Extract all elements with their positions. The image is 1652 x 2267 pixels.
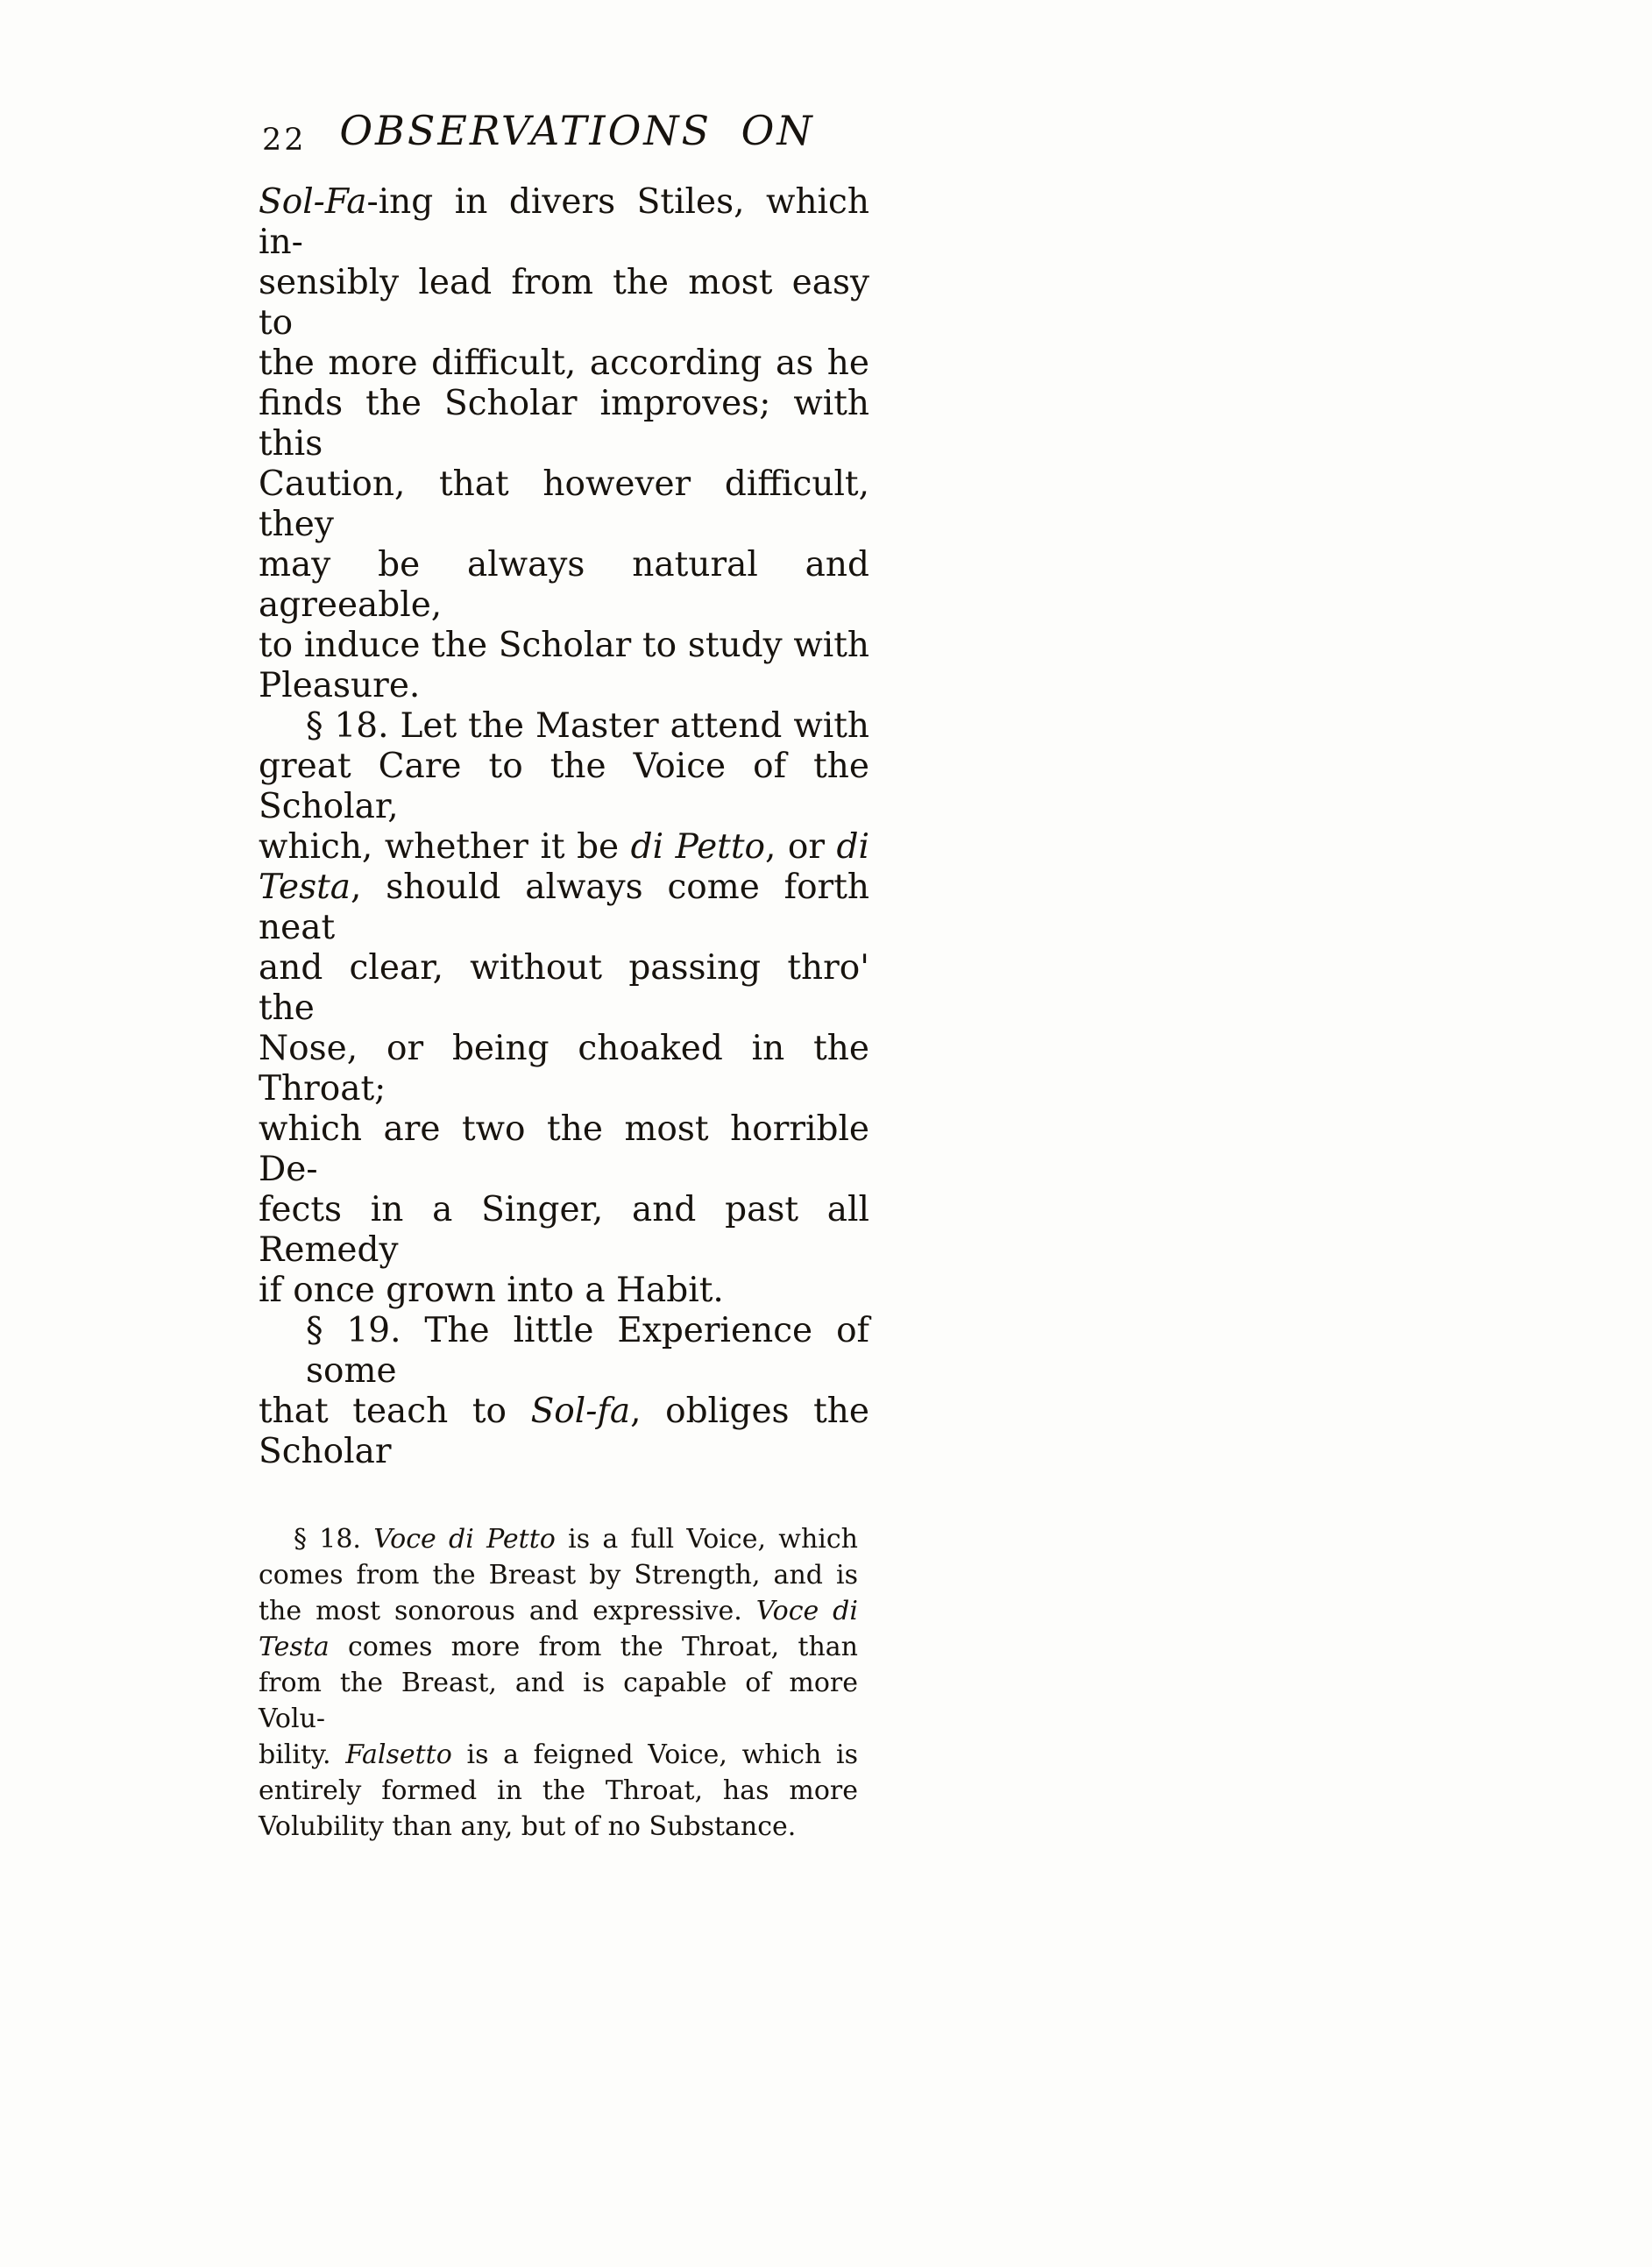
text-line	[259, 827, 869, 868]
italic-text-segment: Falsetto	[345, 1739, 452, 1770]
text-line	[259, 464, 869, 545]
text-segment: bility.	[259, 1739, 346, 1770]
text-segment: finds the Scholar improves; with this	[259, 384, 869, 464]
text-segment: may be always natural and agreeable,	[259, 545, 869, 625]
italic-text-segment: Voce di Petto	[373, 1524, 556, 1555]
text-line	[259, 1809, 858, 1845]
text-line	[259, 1311, 869, 1392]
text-segment: Caution, that however difficult, they	[259, 464, 869, 544]
text-segment: and clear, without passing thro' the	[259, 948, 869, 1028]
text-line	[259, 747, 869, 827]
text-line	[259, 182, 869, 263]
text-line	[259, 1557, 858, 1593]
running-title: OBSERVATIONS ON	[339, 107, 815, 154]
text-segment: comes more from the Throat, than	[329, 1632, 858, 1662]
text-segment: Pleasure.	[259, 666, 421, 705]
text-segment: which, whether it be	[259, 827, 631, 867]
text-segment: fects in a Singer, and past all Remedy	[259, 1190, 869, 1270]
italic-text-segment: Voce di	[755, 1596, 858, 1626]
italic-text-segment: Testa	[259, 868, 351, 907]
text-segment: is a full Voice, which	[555, 1524, 858, 1555]
text-line	[259, 1029, 869, 1109]
text-line	[259, 626, 869, 666]
text-segment: Volubility than any, but of no Substance.	[259, 1811, 797, 1842]
text-line	[259, 1109, 869, 1190]
text-segment: entirely formed in the Throat, has more	[259, 1775, 858, 1806]
text-segment: the more difficult, according as he	[259, 344, 869, 383]
page-number: 22	[262, 123, 307, 158]
text-segment: comes from the Breast by Strength, and is	[259, 1560, 858, 1590]
text-line	[259, 706, 869, 747]
text-segment: is a feigned Voice, which is	[451, 1739, 858, 1770]
text-line	[259, 1392, 869, 1472]
text-line	[259, 344, 869, 384]
italic-text-segment: di	[836, 827, 869, 867]
text-segment: that teach to	[259, 1392, 531, 1431]
text-line	[259, 1665, 858, 1737]
text-segment: , or	[765, 827, 837, 867]
page-header	[259, 107, 869, 161]
text-line	[259, 263, 869, 344]
text-line	[259, 384, 869, 464]
text-line	[259, 1737, 858, 1773]
italic-text-segment: Sol-fa	[530, 1392, 631, 1431]
text-line	[259, 1593, 858, 1629]
text-line	[259, 545, 869, 626]
text-segment: § 18.	[294, 1524, 374, 1555]
text-line	[259, 948, 869, 1029]
italic-text-segment: Testa	[259, 1632, 330, 1662]
text-segment: if once grown into a Habit.	[259, 1271, 724, 1310]
text-segment: § 18. Let the Master attend with	[306, 706, 869, 746]
text-line	[259, 868, 869, 948]
italic-text-segment: Sol-Fa	[259, 182, 367, 222]
text-segment: great Care to the Voice of the Scholar,	[259, 747, 869, 826]
text-line	[259, 666, 869, 706]
text-segment: , obliges the Scholar	[259, 1392, 869, 1471]
text-line	[259, 1629, 858, 1665]
text-line	[259, 1521, 858, 1557]
text-segment: , should always come forth neat	[259, 868, 869, 947]
text-line	[259, 1271, 869, 1311]
text-segment: the most sonorous and expressive.	[259, 1596, 756, 1626]
text-column	[259, 107, 869, 1845]
body-text	[259, 182, 869, 1472]
text-segment: Nose, or being choaked in the Throat;	[259, 1029, 869, 1109]
text-segment: sensibly lead from the most easy to	[259, 263, 869, 343]
italic-text-segment: di Petto	[630, 827, 765, 867]
text-line	[259, 1190, 869, 1271]
text-segment: to induce the Scholar to study with	[259, 626, 869, 665]
text-segment: from the Breast, and is capable of more Volu-	[259, 1668, 858, 1734]
text-line	[259, 1773, 858, 1809]
text-segment: § 19. The little Experience of some	[306, 1311, 869, 1391]
footnote	[259, 1521, 858, 1845]
text-segment: -ing in divers Stiles, which in-	[259, 182, 869, 262]
text-segment: which are two the most horrible De-	[259, 1109, 869, 1189]
